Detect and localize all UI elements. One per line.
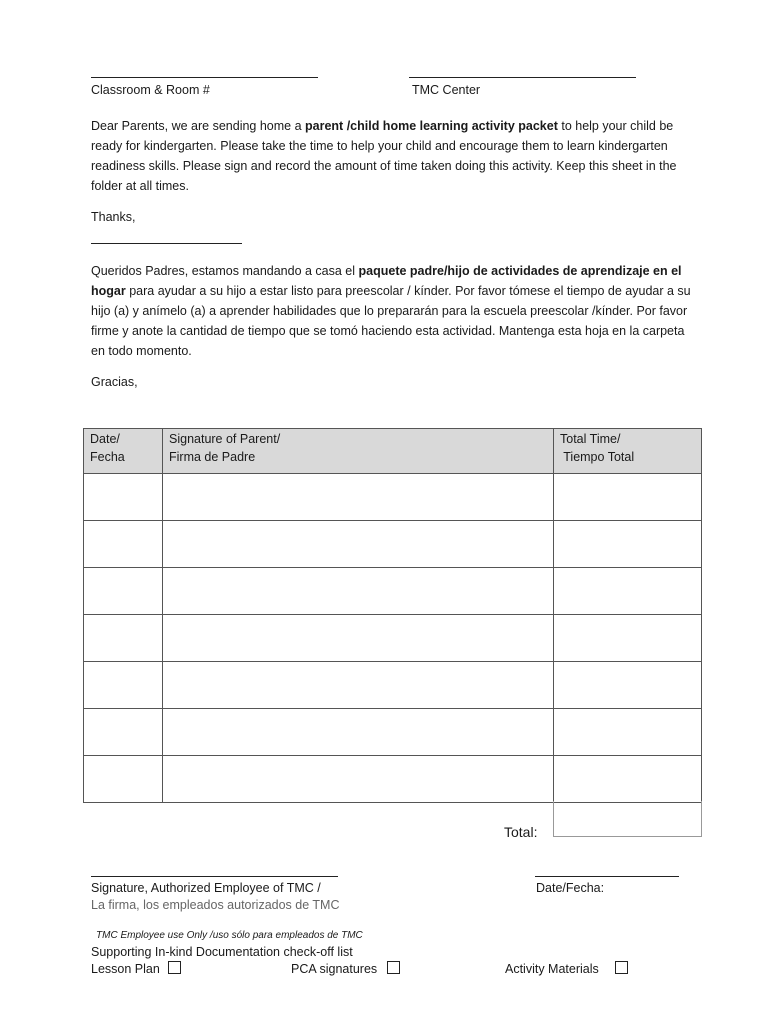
time-cell[interactable]: [554, 615, 702, 662]
spanish-paragraph: [91, 261, 691, 361]
signature-cell[interactable]: [163, 756, 554, 803]
date-cell[interactable]: [84, 568, 163, 615]
lesson-plan-checkbox[interactable]: [168, 961, 181, 974]
time-cell[interactable]: [554, 568, 702, 615]
signature-cell[interactable]: [163, 709, 554, 756]
table-row: [84, 662, 702, 709]
date-cell[interactable]: [84, 756, 163, 803]
date-label: Date/Fecha:: [536, 881, 605, 895]
signature-cell[interactable]: [163, 474, 554, 521]
english-rest: to help your child be ready for kindergarten. Please take the time to help your child and encourage them to learn kindergarten readiness skills. Please sign and record the amount of time taken doing this activity. Keep this sheet in the folder at all times.: [91, 119, 677, 193]
date-cell[interactable]: [84, 615, 163, 662]
employee-signature-label-es: La firma, los empleados autorizados de TMC: [91, 898, 340, 912]
pca-signatures-checkbox[interactable]: [387, 961, 400, 974]
english-intro: Dear Parents, we are sending home a: [91, 119, 306, 133]
date-cell[interactable]: [84, 662, 163, 709]
employee-signature-line: [91, 876, 338, 877]
signature-cell[interactable]: [163, 662, 554, 709]
table-row: [84, 756, 702, 803]
date-cell[interactable]: [84, 709, 163, 756]
total-label: Total:: [504, 824, 538, 840]
date-cell[interactable]: [84, 521, 163, 568]
signature-cell[interactable]: [163, 521, 554, 568]
date-line: [535, 876, 679, 877]
pca-signatures-label: PCA signatures: [291, 962, 378, 976]
header-total-time: Total Time/ Tiempo Total: [554, 429, 702, 474]
activity-materials-checkbox[interactable]: [615, 961, 628, 974]
lesson-plan-label: Lesson Plan: [91, 962, 160, 976]
center-line: [409, 77, 636, 78]
employee-only-note: TMC Employee use Only /uso sólo para empleados de TMC: [96, 930, 363, 941]
activity-materials-label: Activity Materials: [505, 962, 599, 976]
time-cell[interactable]: [554, 756, 702, 803]
signature-cell[interactable]: [163, 615, 554, 662]
header-date: Date/ Fecha: [84, 429, 163, 474]
table-row: [84, 615, 702, 662]
english-paragraph: [91, 116, 691, 196]
spanish-intro: Queridos Padres, estamos mandando a casa el: [91, 264, 359, 278]
table-row: [84, 521, 702, 568]
classroom-line: [91, 77, 318, 78]
center-label: TMC Center: [412, 83, 481, 97]
table-header-row: [84, 429, 702, 474]
table-row: [84, 709, 702, 756]
time-cell[interactable]: [554, 709, 702, 756]
spanish-closing: Gracias,: [91, 375, 138, 389]
checklist-title: Supporting In-kind Documentation check-off list: [91, 945, 353, 959]
english-signature-line: [91, 243, 242, 244]
employee-signature-label: Signature, Authorized Employee of TMC /: [91, 881, 321, 895]
table-row: [84, 474, 702, 521]
english-bold: parent /child home learning activity packet: [305, 119, 558, 133]
total-field[interactable]: [553, 801, 702, 837]
table-row: [84, 568, 702, 615]
header-signature: Signature of Parent/ Firma de Padre: [163, 429, 554, 474]
spanish-rest: para ayudar a su hijo a estar listo para preescolar / kínder. Por favor tómese el tiempo de ayudar a su hijo (a) y anímelo (a) a aprender habilidades que lo prepararán para la escuela preescolar /kínder. Por favor firme y anote la cantidad de tiempo que se tomó haciendo esta actividad. Mantenga esta hoja en la carpeta en todo momento.: [91, 284, 691, 358]
classroom-label: Classroom & Room #: [91, 83, 210, 97]
english-closing: Thanks,: [91, 210, 136, 224]
activity-log-table: [83, 428, 702, 803]
time-cell[interactable]: [554, 662, 702, 709]
time-cell[interactable]: [554, 521, 702, 568]
time-cell[interactable]: [554, 474, 702, 521]
spanish-bold: paquete padre/hijo de actividades de aprendizaje en el hogar: [91, 264, 682, 298]
date-cell[interactable]: [84, 474, 163, 521]
signature-cell[interactable]: [163, 568, 554, 615]
